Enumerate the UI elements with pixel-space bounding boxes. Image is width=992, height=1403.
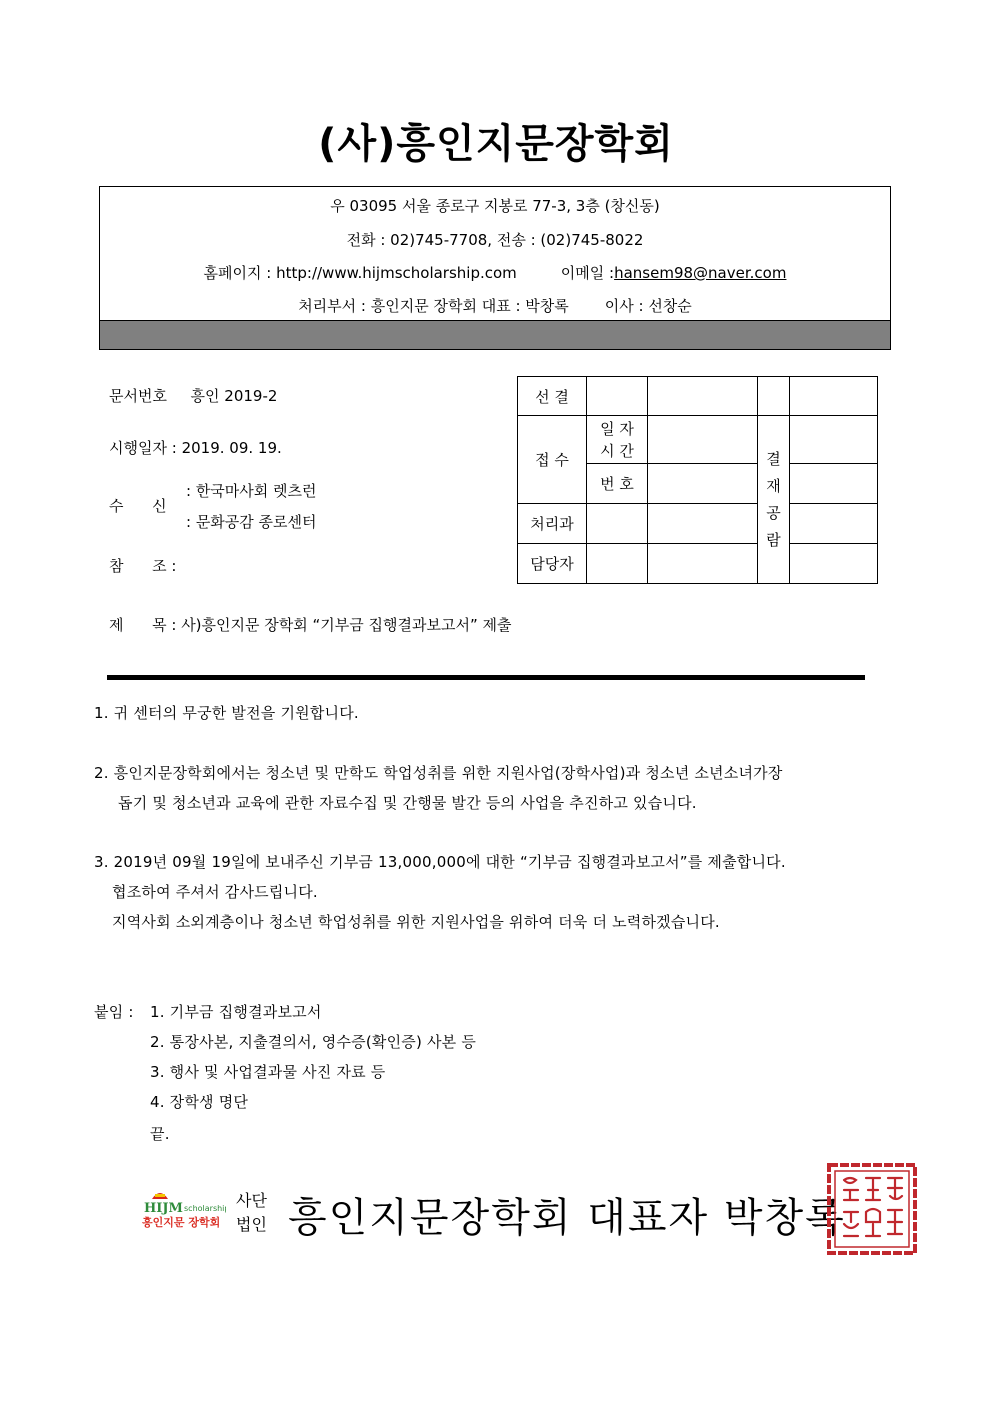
signature-name: 흥인지문장학회 대표자 박창록: [288, 1195, 846, 1241]
end-mark: 끝.: [150, 1125, 170, 1143]
cheorigwa-label: 처리과: [518, 504, 587, 544]
attachment-item: 3. 행사 및 사업결과물 사진 자료 등: [150, 1063, 386, 1081]
gyeoljae-label: [758, 416, 790, 584]
dept-line: [100, 295, 890, 316]
gyeoljae-char: 람: [766, 530, 781, 549]
director: 이사 : 선창순: [604, 297, 692, 315]
reference: :: [171, 557, 177, 575]
svg-text:HIJM: HIJM: [144, 1201, 183, 1216]
seongyeol-label: 선 결: [518, 377, 587, 416]
recipient-1: : 한국마사회 렛츠런: [186, 482, 317, 500]
gyeoljae-char: 재: [766, 476, 781, 495]
attachment-item: 1. 기부금 집행결과보고서: [150, 1003, 322, 1021]
approval-cell: [648, 377, 758, 416]
gyeoljae-char: 공: [766, 503, 781, 522]
homepage: 홈페이지 : http://www.hijmscholarship.com: [203, 264, 517, 282]
approval-cell: [587, 504, 648, 544]
doc-number-row: [109, 385, 277, 406]
sigan-label: 시 간: [600, 441, 634, 460]
sadan-label: 사단: [236, 1191, 267, 1210]
approval-cell: [790, 504, 878, 544]
svg-text:흥인지문 장학회: 흥인지문 장학회: [142, 1216, 221, 1229]
attachment-label: 붙임 :: [94, 1003, 134, 1021]
paragraph-2-line-1: 2. 흥인지문장학회에서는 청소년 및 만학도 학업성취를 위한 지원사업(장학사업)과 청소년 소년소녀가장: [94, 764, 783, 782]
damdangja-label: 담당자: [518, 544, 587, 584]
approval-cell: [587, 377, 648, 416]
reference-label: 참 조: [109, 557, 167, 575]
approval-cell: [790, 464, 878, 504]
date-row: [109, 437, 282, 458]
phone-fax: 전화 : 02)745-7708, 전송 : (02)745-8022: [346, 231, 644, 249]
separator-line: [107, 675, 865, 680]
subject-row: [109, 614, 511, 635]
recipient-label: 수 신: [109, 497, 167, 515]
date-label: 시행일자: [109, 439, 167, 457]
doc-number: 흥인 2019-2: [190, 387, 278, 405]
email-link[interactable]: hansem98@naver.com: [614, 264, 787, 282]
approval-cell: [758, 377, 790, 416]
approval-cell: [648, 416, 758, 464]
approval-cell: [790, 544, 878, 584]
reference-row: [109, 555, 176, 576]
address: 우 03095 서울 종로구 지봉로 77-3, 3층 (창신동): [330, 197, 660, 215]
paragraph-3-line-2: 협조하여 주셔서 감사드립니다.: [112, 883, 318, 901]
beobin-label: 법인: [236, 1215, 267, 1234]
subject: : 사)흥인지문 장학회 “기부금 집행결과보고서” 제출: [171, 616, 512, 634]
approval-cell: [648, 544, 758, 584]
approval-cell: [648, 464, 758, 504]
approval-table: [517, 376, 878, 584]
page-title: (사)흥인지문장학회: [318, 121, 674, 167]
paragraph-2-line-2: 돕기 및 청소년과 교육에 관한 자료수집 및 간행물 발간 등의 사업을 추진하고 있습니다.: [118, 794, 697, 812]
paragraph-1: 1. 귀 센터의 무궁한 발전을 기원합니다.: [94, 704, 359, 722]
header-bar: [100, 320, 890, 349]
official-seal: [826, 1162, 918, 1256]
date: : 2019. 09. 19.: [171, 439, 282, 457]
organization-logo: [142, 1186, 226, 1232]
approval-cell: [790, 377, 878, 416]
svg-text:scholarship: scholarship: [184, 1204, 226, 1213]
logo-icon: [142, 1186, 226, 1232]
approval-cell: [587, 544, 648, 584]
attachment-item: 2. 통장사본, 지출결의서, 영수증(확인증) 사본 등: [150, 1033, 477, 1051]
approval-cell: [648, 504, 758, 544]
ilja-label: 일 자: [600, 419, 634, 438]
jeopsu-label: 접 수: [518, 416, 587, 504]
seal-icon: [826, 1162, 918, 1256]
dept: 처리부서 : 흥인지문 장학회 대표 : 박창록: [298, 297, 569, 315]
attachment-item: 4. 장학생 명단: [150, 1093, 249, 1111]
email-label: 이메일 :: [560, 264, 615, 282]
subject-label: 제 목: [109, 616, 167, 634]
approval-cell: [790, 416, 878, 464]
date-time-cell: [587, 416, 648, 464]
letterhead-box: [99, 186, 891, 350]
beonho-label: 번 호: [587, 464, 648, 504]
homepage-email-line: [100, 262, 890, 283]
paragraph-3-line-3: 지역사회 소외계층이나 청소년 학업성취를 위한 지원사업을 위하여 더욱 더 노력하겠습니다.: [112, 913, 720, 931]
gyeoljae-char: 결: [766, 449, 781, 468]
recipient-2: : 문화공감 종로센터: [186, 513, 317, 531]
paragraph-3-line-1: 3. 2019년 09월 19일에 보내주신 기부금 13,000,000에 대한 “기부금 집행결과보고서”를 제출합니다.: [94, 853, 786, 871]
doc-number-label: 문서번호: [109, 387, 167, 405]
